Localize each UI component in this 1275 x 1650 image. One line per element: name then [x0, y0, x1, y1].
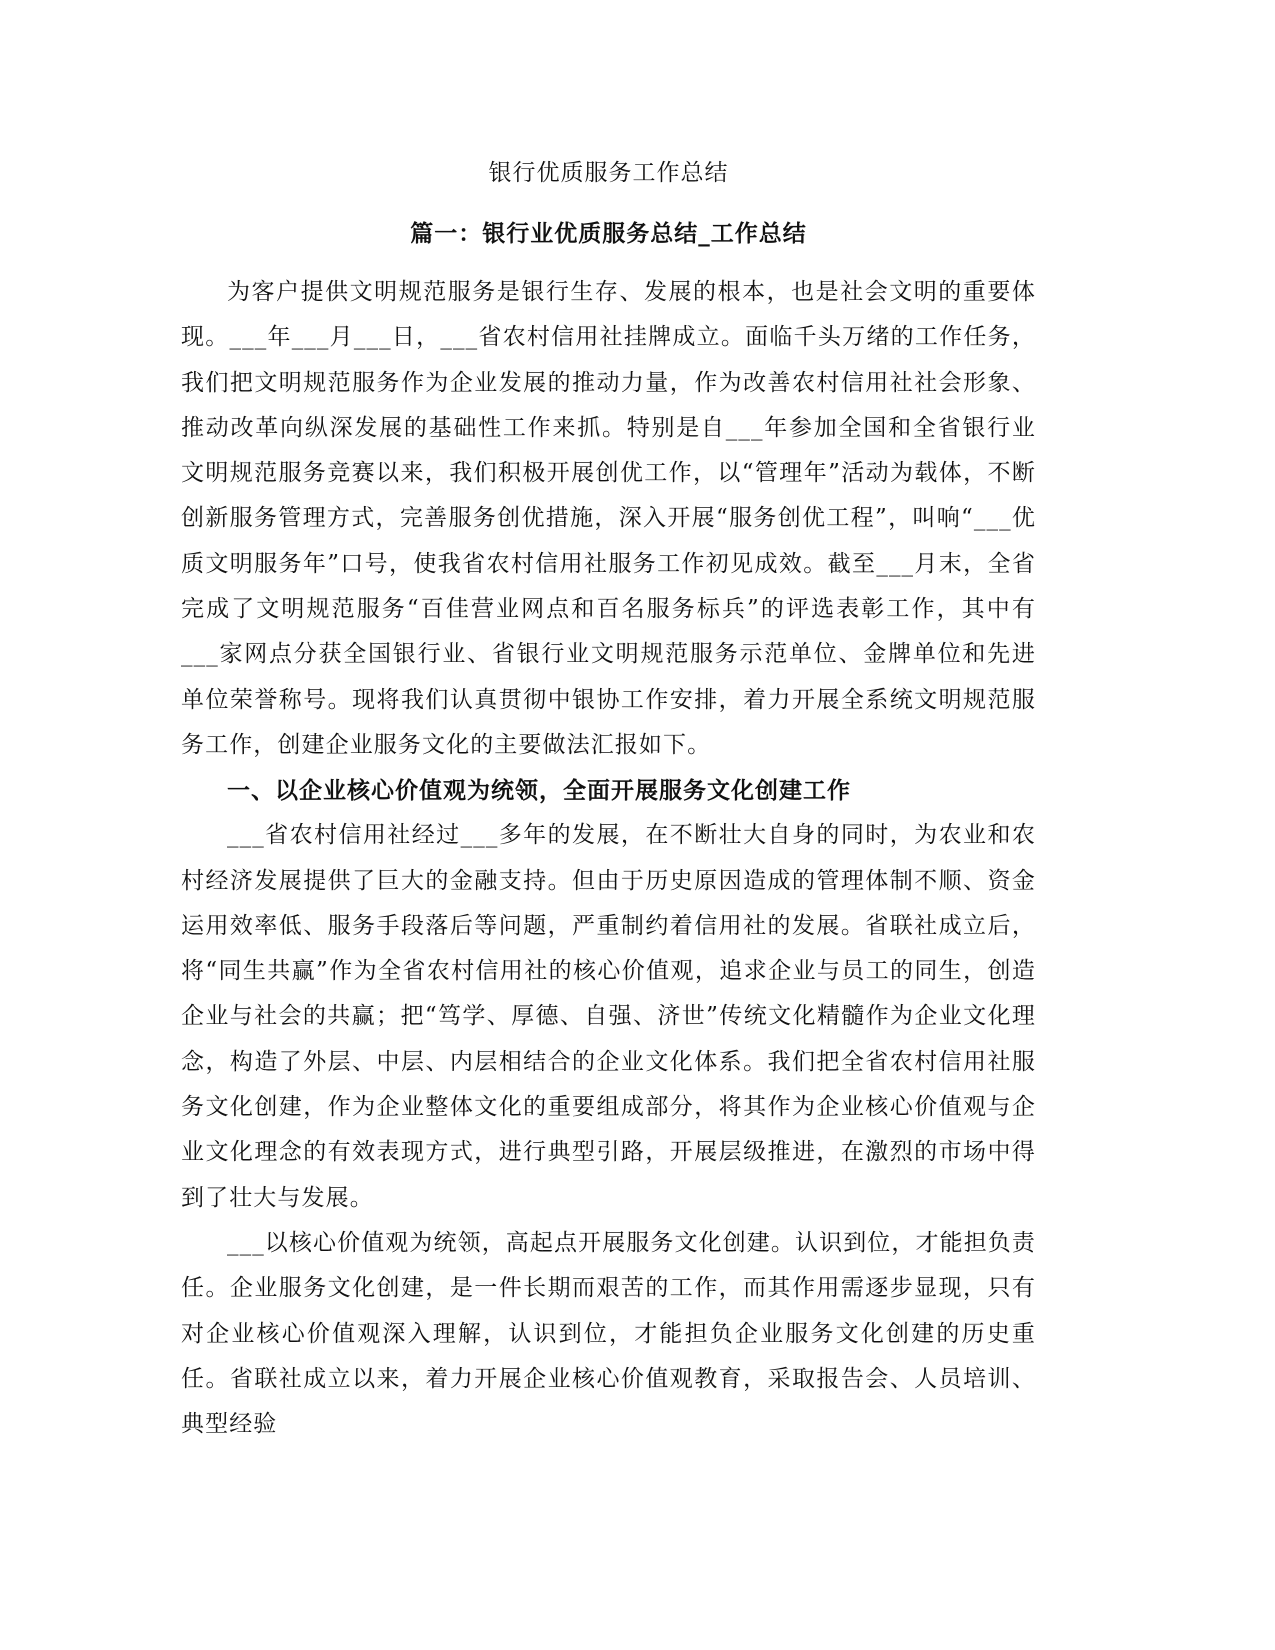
- paragraph-intro: 为客户提供文明规范服务是银行生存、发展的根本，也是社会文明的重要体现。___年___月___日，___省农村信用社挂牌成立。面临千头万绪的工作任务，我们把文明规范服务作为企业发展的推动力量，作为改善农村信用社社会形象、推动改革向纵深发展的基础性工作来抓。特别是自___年参加全国和全省银行业文明规范服务竞赛以来，我们积极开展创优工作，以“管理年”活动为载体，不断创新服务管理方式，完善服务创优措施，深入开展“服务创优工程”，叫响“___优质文明服务年”口号，使我省农村信用社服务工作初见成效。截至___月末，全省完成了文明规范服务“百佳营业网点和百名服务标兵”的评选表彰工作，其中有___家网点分获全国银行业、省银行业文明规范服务示范单位、金牌单位和先进单位荣誉称号。现将我们认真贯彻中银协工作安排，着力开展全系统文明规范服务工作，创建企业服务文化的主要做法汇报如下。: [181, 279, 1036, 758]
- sub-heading-1: 一、以企业核心价值观为统领，全面开展服务文化创建工作: [227, 777, 851, 805]
- section-title: 篇一：银行业优质服务总结_工作总结: [410, 220, 807, 247]
- paragraph-core-values: ___省农村信用社经过___多年的发展，在不断壮大自身的同时，为农业和农村经济发展提供了巨大的金融支持。但由于历史原因造成的管理体制不顺、资金运用效率低、服务手段落后等问题，严重制约着信用社的发展。省联社成立后，将“同生共赢”作为全省农村信用社的核心价值观，追求企业与员工的同生，创造企业与社会的共赢；把“笃学、厚德、自强、济世”传统文化精髓作为企业文化理念，构造了外层、中层、内层相结合的企业文化体系。我们把全省农村信用社服务文化创建，作为企业整体文化的重要组成部分，将其作为企业核心价值观与企业文化理念的有效表现方式，进行典型引路，开展层级推进，在激烈的市场中得到了壮大与发展。: [181, 822, 1036, 1211]
- document-title: 银行优质服务工作总结: [488, 160, 729, 186]
- paragraph-service-culture: ___以核心价值观为统领，高起点开展服务文化创建。认识到位，才能担负责任。企业服务文化创建，是一件长期而艰苦的工作，而其作用需逐步显现，只有对企业核心价值观深入理解，认识到位，才能担负企业服务文化创建的历史重任。省联社成立以来，着力开展企业核心价值观教育，采取报告会、人员培训、典型经验: [181, 1229, 1036, 1438]
- document-page: [181, 150, 1036, 1447]
